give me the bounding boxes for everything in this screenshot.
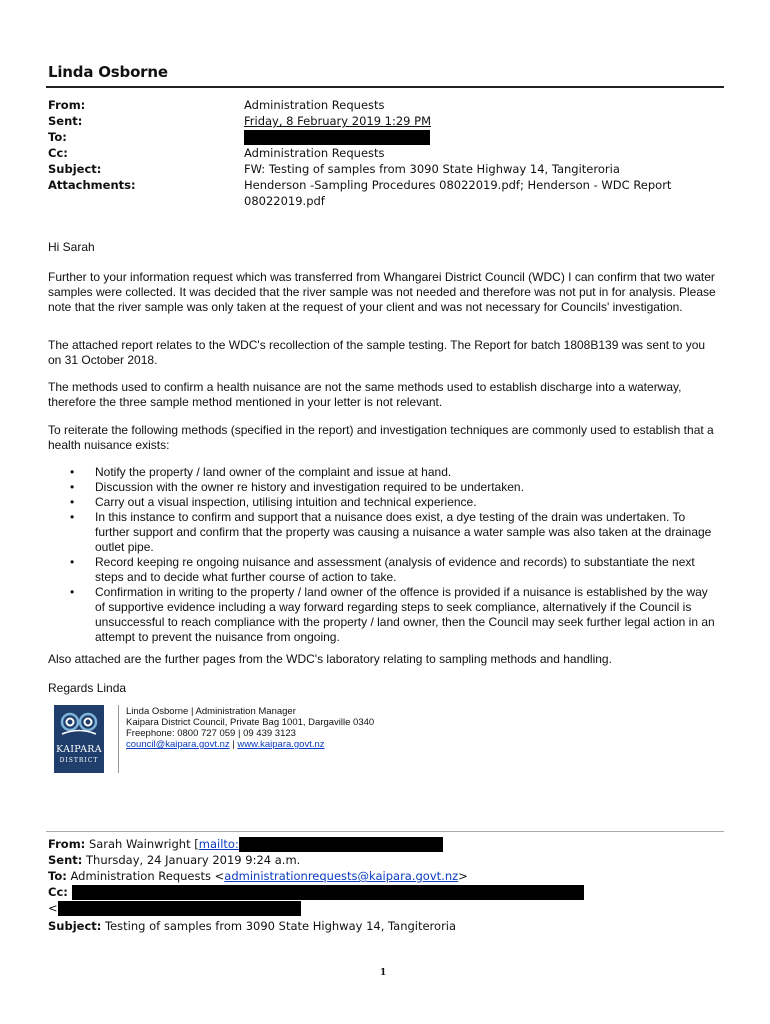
subject-value: FW: Testing of samples from 3090 State Highway 14, Tangiteroria <box>244 162 620 176</box>
paragraph-4: To reiterate the following methods (specified in the report) and investigation techniques are commonly used to establish that a health nuisance exists: <box>48 423 714 452</box>
fwd-to-email-link[interactable]: administrationrequests@kaipara.govt.nz <box>224 869 459 883</box>
logo-wordmark: KAIPARA <box>56 744 102 755</box>
fwd-from-name: Sarah Wainwright [ <box>88 837 199 851</box>
cc-label: Cc: <box>48 146 68 160</box>
fwd-to-label: To: <box>48 869 67 883</box>
fwd-sent-row <box>48 852 300 868</box>
sent-label: Sent: <box>48 114 83 128</box>
koru-swirl-icon <box>59 709 99 739</box>
fwd-sent-label: Sent: <box>48 853 83 867</box>
signature-website-link[interactable]: www.kaipara.govt.nz <box>237 739 325 750</box>
attachments-label: Attachments: <box>48 178 136 192</box>
fwd-cc-redaction-2 <box>58 901 301 916</box>
fwd-to-row <box>48 868 468 884</box>
fwd-subject-value: Testing of samples from 3090 State Highway 14, Tangiteroria <box>105 919 457 933</box>
paragraph-5: Also attached are the further pages from the WDC's laboratory relating to sampling methods and handling. <box>48 652 612 666</box>
signature-divider <box>118 705 119 773</box>
attachments-line1[interactable]: Henderson -Sampling Procedures 08022019.pdf; Henderson - WDC Report <box>244 178 672 192</box>
fwd-subject-label: Subject: <box>48 919 102 933</box>
signature-details <box>126 706 374 750</box>
list-item: • Carry out a visual inspection, utilising intuition and technical experience. <box>48 495 720 510</box>
list-item: • Notify the property / land owner of the complaint and issue at hand. <box>48 465 720 480</box>
from-value: Administration Requests <box>244 98 385 112</box>
greeting: Hi Sarah <box>48 240 95 254</box>
fwd-cc-row-2 <box>48 900 301 916</box>
fwd-cc-open: < <box>48 901 58 915</box>
attachments-line2[interactable]: 08022019.pdf <box>244 194 325 208</box>
paragraph-1: Further to your information request which was transferred from Whangarei District Council (WDC) I can confirm that two water samples were collected. It was decided that the river sample was not needed and therefore was not put in for analysis. Please note that the river sample was only taken at the request of your client and was not necessary for Councils' investigation. <box>48 270 716 314</box>
fwd-from-redaction <box>239 837 443 852</box>
page-number: 1 <box>380 968 387 978</box>
from-label: From: <box>48 98 86 112</box>
fwd-cc-label: Cc: <box>48 885 68 899</box>
paragraph-2: The attached report relates to the WDC's recollection of the sample testing. The Report for batch 1808B139 was sent to you on 31 October 2018. <box>48 338 706 367</box>
signature-address: Kaipara District Council, Private Bag 1001, Dargaville 0340 <box>126 717 375 728</box>
forward-divider <box>46 831 724 832</box>
fwd-from-row <box>48 836 443 852</box>
to-redaction <box>244 130 430 145</box>
fwd-from-label: From: <box>48 837 86 851</box>
fwd-to-close: > <box>458 869 468 883</box>
logo-subtitle: DISTRICT <box>59 757 99 764</box>
paragraph-3: The methods used to confirm a health nuisance are not the same methods used to establish discharge into a waterway, therefore the three sample method mentioned in your letter is not relevant. <box>48 380 682 409</box>
top-divider <box>46 86 724 88</box>
sent-value: Friday, 8 February 2019 1:29 PM <box>244 114 432 128</box>
methods-list <box>48 465 720 645</box>
fwd-mailto-link[interactable]: mailto: <box>198 837 239 851</box>
fwd-cc-redaction <box>72 885 584 900</box>
list-item: • In this instance to confirm and support that a nuisance does exist, a dye testing of the drain was undertaken. To further support and confirm that the property was causing a nuisance a water sample was also taken at the drainage outlet pipe. <box>48 510 720 555</box>
fwd-sent-value: Thursday, 24 January 2019 9:24 a.m. <box>86 853 301 867</box>
signature-name-title: Linda Osborne | Administration Manager <box>126 706 296 717</box>
list-item: • Record keeping re ongoing nuisance and assessment (analysis of evidence and records) to substantiate the next steps and to decide what further course of action to take. <box>48 555 720 585</box>
signature-links <box>126 739 374 750</box>
kaipara-logo <box>54 705 104 773</box>
subject-label: Subject: <box>48 162 102 176</box>
signature-email-link[interactable]: council@kaipara.govt.nz <box>126 739 230 750</box>
signoff: Regards Linda <box>48 681 127 695</box>
to-label: To: <box>48 130 67 144</box>
signature-phone: Freephone: 0800 727 059 | 09 439 3123 <box>126 728 296 739</box>
link-separator: | <box>229 739 238 750</box>
fwd-cc-row <box>48 884 584 900</box>
fwd-subject-row <box>48 918 456 934</box>
list-item: • Confirmation in writing to the property / land owner of the offence is provided if a nuisance is established by the way of supportive evidence including a way forward regarding steps to seek compliance, alternatively if the Council is unsuccessful to reach compliance with the property / land owner, then the Council may seek further legal action in an attempt to prevent the nuisance from ongoing. <box>48 585 720 645</box>
cc-value: Administration Requests <box>244 146 385 160</box>
sender-name: Linda Osborne <box>48 63 168 81</box>
fwd-to-name: Administration Requests < <box>70 869 225 883</box>
list-item: • Discussion with the owner re history and investigation required to be undertaken. <box>48 480 720 495</box>
